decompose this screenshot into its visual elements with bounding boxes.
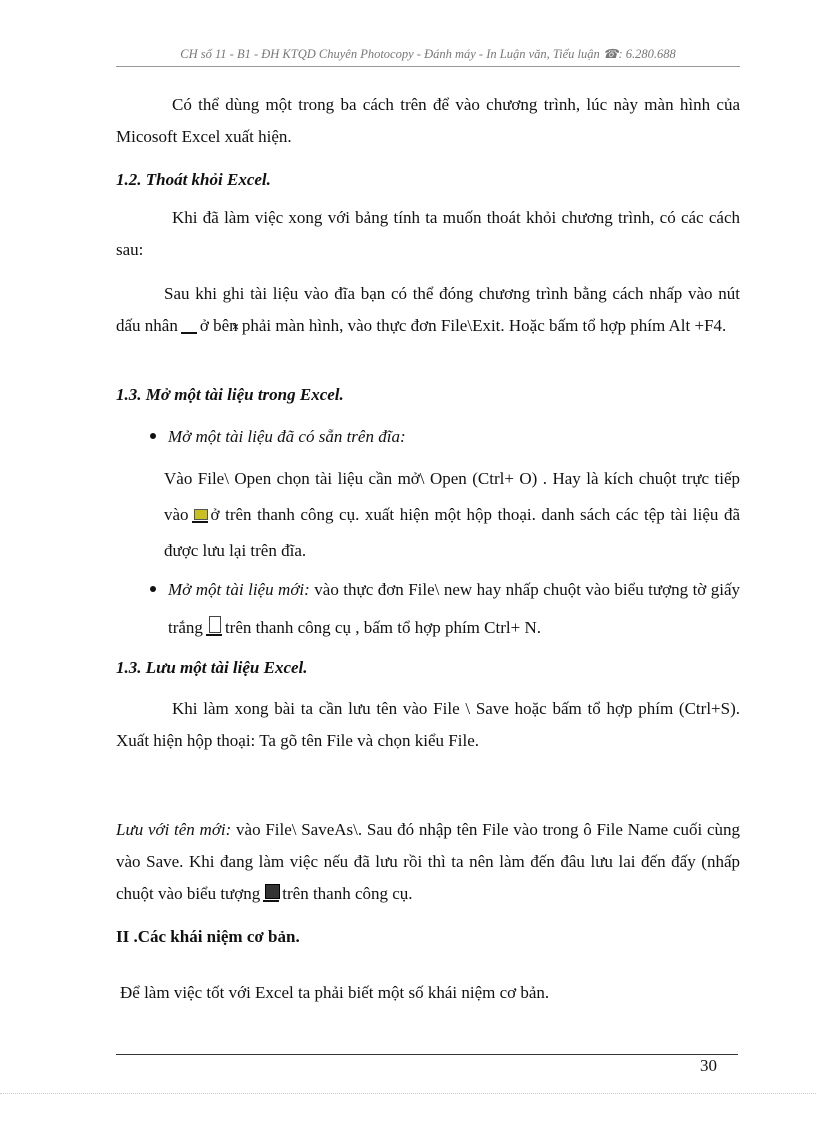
- paragraph: [116, 278, 740, 342]
- text: Sau khi ghi tài liệu vào đĩa bạn có thể đóng chương trình bằng cách nhấp vào nút dấu nhân: [116, 284, 740, 335]
- label: Lưu với tên mới:: [116, 820, 232, 839]
- close-icon: [181, 314, 197, 334]
- paragraph: Khi đã làm việc xong với bảng tính ta muốn thoát khỏi chương trình, có các cách sau:: [116, 208, 740, 259]
- page-header: CH số 11 - B1 - ĐH KTQD Chuyên Photocopy - Đánh máy - In Luận văn, Tiểu luận ☎: 6.280.688: [180, 47, 676, 61]
- text: vào thực đơn File\ new hay nhấp chuột vào biểu tượng tờ giấy trắng: [168, 580, 741, 637]
- bullet-icon: [150, 433, 156, 439]
- section-heading: 1.3. Lưu một tài liệu Excel.: [116, 658, 308, 677]
- bullet-item: [168, 571, 740, 647]
- paragraph: Khi làm xong bài ta cần lưu tên vào File \ Save hoặc bấm tổ hợp phím (Ctrl+S). Xuất hiện hộp thoại: Ta gõ tên File và chọn kiểu File.: [116, 699, 740, 750]
- bullet-item: [168, 418, 740, 456]
- paragraph: [164, 461, 740, 569]
- page-edge: [0, 1093, 816, 1094]
- paragraph: Có thể dùng một trong ba cách trên để vào chương trình, lúc này màn hình của Micosoft Excel xuất hiện.: [116, 95, 740, 146]
- open-folder-icon: [192, 503, 208, 523]
- new-document-icon: [206, 616, 222, 636]
- footer-rule: [116, 1054, 738, 1055]
- section-heading: II .Các khái niệm cơ bản.: [116, 927, 300, 946]
- section-heading: 1.2. Thoát khỏi Excel.: [116, 170, 271, 189]
- text: trên thanh công cụ , bấm tổ hợp phím Ctrl+ N.: [224, 618, 541, 637]
- paragraph: Để làm việc tốt với Excel ta phải biết một số khái niệm cơ bản.: [120, 983, 550, 1002]
- text: ở trên thanh công cụ. xuất hiện một hộp thoại. danh sách các tệp tài liệu đã được lưu lại trên đĩa.: [164, 505, 740, 560]
- section-heading: 1.3. Mở một tài liệu trong Excel.: [116, 385, 344, 404]
- header-rule: [116, 66, 740, 67]
- text: Vào File\ Open chọn tài liệu cần mở\ Open (Ctrl+ O) . Hay là kích chuột trực tiếp vào: [164, 469, 740, 524]
- bullet-label: Mở một tài liệu mới:: [168, 580, 310, 599]
- save-disk-icon: [263, 882, 279, 902]
- bullet-text: Mở một tài liệu đã có sẵn trên đĩa:: [168, 427, 406, 446]
- page-number: 30: [700, 1056, 717, 1075]
- text: ở bên phải màn hình, vào thực đơn File\Exit. Hoặc bấm tổ hợp phím Alt +F4.: [199, 316, 727, 335]
- bullet-icon: [150, 586, 156, 592]
- paragraph: [116, 814, 740, 910]
- text: trên thanh công cụ.: [282, 884, 413, 903]
- text: vào File\ SaveAs\. Sau đó nhập tên File vào trong ô File Name cuối cùng vào Save. Khi đang làm việc nếu đã lưu rồi thì ta nên làm đến đâu lưu lai đến đấy (nhấp chuột vào biểu tượng: [116, 820, 741, 903]
